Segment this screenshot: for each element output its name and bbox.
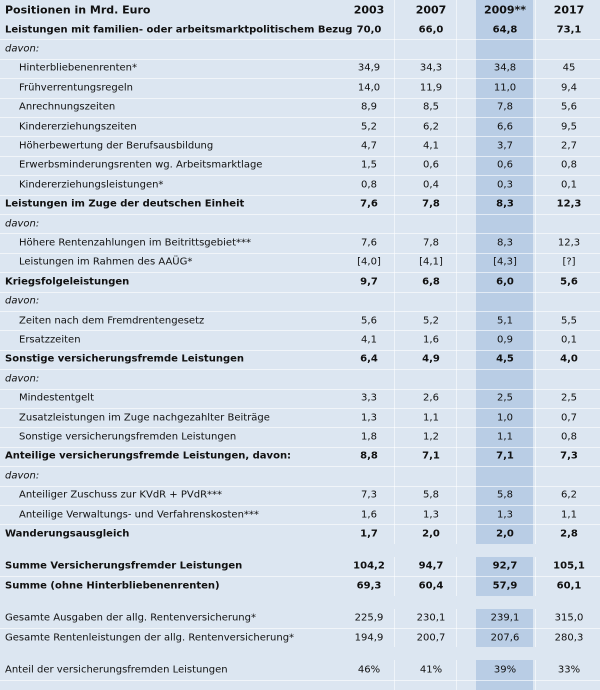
value-cell: 14,0 xyxy=(357,82,381,94)
row-label: Anteiliger Zuschuss zur KVdR + PVdR*** xyxy=(19,489,223,501)
value-cell: 1,6 xyxy=(361,509,377,521)
table-row xyxy=(0,330,600,349)
row-label: Leistungen im Zuge der deutschen Einheit xyxy=(5,198,245,210)
row-label: Frühverrentungsregeln xyxy=(19,82,134,94)
row-label: Anteil der versicherungsfremden Leistungen xyxy=(5,664,228,676)
value-cell: 7,8 xyxy=(497,101,513,113)
value-cell: 41% xyxy=(419,664,443,676)
value-cell: 34,3 xyxy=(419,62,443,74)
table-row xyxy=(0,486,600,505)
value-cell: 73,1 xyxy=(556,24,582,36)
value-cell: 6,2 xyxy=(561,489,577,501)
table-row xyxy=(0,369,600,388)
value-cell: 5,6 xyxy=(361,315,377,327)
row-label: Wanderungsausgleich xyxy=(5,528,130,540)
row-label: Mindestentgelt xyxy=(19,392,94,404)
value-cell: 2,7 xyxy=(561,140,577,152)
year-header: 2009** xyxy=(483,3,527,16)
table-row xyxy=(0,292,600,311)
value-cell: 0,9 xyxy=(497,334,513,346)
value-cell: 6,2 xyxy=(423,121,439,133)
row-label: Gesamte Ausgaben der allg. Rentenversicherung* xyxy=(5,612,256,624)
value-cell: 66,0 xyxy=(418,24,444,36)
row-label: Anteilige versicherungsfremde Leistungen, davon: xyxy=(5,450,292,462)
table-row xyxy=(0,233,600,252)
value-cell: 1,1 xyxy=(423,412,439,424)
value-cell: 5,1 xyxy=(497,315,513,327)
value-cell: 2,0 xyxy=(422,528,440,540)
table-row xyxy=(0,408,600,427)
spacer-row xyxy=(0,647,600,660)
table-row xyxy=(0,609,600,628)
value-cell: 6,4 xyxy=(360,353,378,365)
value-cell: 9,7 xyxy=(360,276,378,288)
value-cell: 2,5 xyxy=(497,392,513,404)
table-row xyxy=(0,466,600,485)
table-row xyxy=(0,557,600,576)
value-cell: [?] xyxy=(562,256,576,268)
table-row xyxy=(0,20,600,39)
value-cell: 60,1 xyxy=(556,580,582,592)
value-cell: 239,1 xyxy=(490,612,520,624)
value-cell: 7,8 xyxy=(423,237,439,249)
value-cell: 7,6 xyxy=(361,237,377,249)
row-label: Ersatzzeiten xyxy=(19,334,81,346)
value-cell: 12,3 xyxy=(556,198,582,210)
year-header: 2007 xyxy=(415,3,447,16)
value-cell: 7,1 xyxy=(422,450,440,462)
value-cell: 4,7 xyxy=(361,140,377,152)
row-label: Kriegsfolgeleistungen xyxy=(5,276,130,288)
value-cell: 1,7 xyxy=(360,528,378,540)
value-cell: 7,1 xyxy=(496,450,514,462)
value-cell: 0,4 xyxy=(423,179,439,191)
value-cell: 8,8 xyxy=(360,450,378,462)
value-cell: 0,6 xyxy=(423,159,439,171)
value-cell: 9,5 xyxy=(561,121,577,133)
table-row xyxy=(0,39,600,58)
value-cell: 207,6 xyxy=(490,632,520,644)
year-header: 2003 xyxy=(353,3,385,16)
value-cell: [4,0] xyxy=(357,256,381,268)
value-cell: 5,2 xyxy=(361,121,377,133)
value-cell: 34,8 xyxy=(493,62,517,74)
table-row xyxy=(0,660,600,679)
value-cell: 2,5 xyxy=(561,392,577,404)
value-cell: 194,9 xyxy=(354,632,384,644)
row-label: Zusatzleistungen im Zuge nachgezahlter Beiträge xyxy=(19,412,270,424)
value-cell: 0,6 xyxy=(497,159,513,171)
value-cell: 3,7 xyxy=(497,140,513,152)
value-cell: 280,3 xyxy=(554,632,584,644)
value-cell: 11,9 xyxy=(419,82,443,94)
row-label: Anteilige Verwaltungs- und Verfahrenskosten*** xyxy=(19,509,259,521)
value-cell: 4,1 xyxy=(423,140,439,152)
table-row xyxy=(0,505,600,524)
row-label: Zeiten nach dem Fremdrentengesetz xyxy=(19,315,205,327)
table-row xyxy=(0,389,600,408)
davon-label: davon: xyxy=(5,218,40,230)
value-cell: 0,8 xyxy=(361,179,377,191)
spacer-row xyxy=(0,596,600,609)
value-cell: 2,6 xyxy=(423,392,439,404)
table-row xyxy=(0,98,600,117)
value-cell: 8,3 xyxy=(497,237,513,249)
table-row xyxy=(0,78,600,97)
value-cell: 8,5 xyxy=(423,101,439,113)
table-row xyxy=(0,136,600,155)
value-cell: 0,8 xyxy=(561,159,577,171)
row-label: Kindererziehungszeiten xyxy=(19,121,137,133)
value-cell: 8,3 xyxy=(496,198,514,210)
value-cell: 3,3 xyxy=(361,392,377,404)
row-divider xyxy=(0,680,600,681)
value-cell: 8,9 xyxy=(361,101,377,113)
value-cell: 1,8 xyxy=(361,431,377,443)
value-cell: 200,7 xyxy=(416,632,446,644)
value-cell: 69,3 xyxy=(356,580,382,592)
row-label: Sonstige versicherungsfremden Leistungen xyxy=(19,431,237,443)
row-label: Erwerbsminderungsrenten wg. Arbeitsmarktlage xyxy=(19,159,263,171)
value-cell: 1,5 xyxy=(361,159,377,171)
value-cell: 5,8 xyxy=(497,489,513,501)
davon-label: davon: xyxy=(5,470,40,482)
spacer-row xyxy=(0,544,600,557)
table-row xyxy=(0,253,600,272)
table-row xyxy=(0,195,600,214)
value-cell: 1,1 xyxy=(497,431,513,443)
value-cell: 0,1 xyxy=(561,334,577,346)
value-cell: 1,2 xyxy=(423,431,439,443)
value-cell: 6,0 xyxy=(496,276,514,288)
value-cell: 6,8 xyxy=(422,276,440,288)
value-cell: 230,1 xyxy=(416,612,446,624)
value-cell: 2,8 xyxy=(560,528,578,540)
header-title: Positionen in Mrd. Euro xyxy=(5,3,151,16)
davon-label: davon: xyxy=(5,43,40,55)
table-row xyxy=(0,576,600,595)
value-cell: 1,0 xyxy=(497,412,513,424)
value-cell: [4,3] xyxy=(493,256,517,268)
table-row xyxy=(0,311,600,330)
table-row xyxy=(0,272,600,291)
row-label: Sonstige versicherungsfremde Leistungen xyxy=(5,353,245,365)
row-label: Summe (ohne Hinterbliebenenrenten) xyxy=(5,580,220,592)
value-cell: 92,7 xyxy=(492,560,518,572)
value-cell: 7,6 xyxy=(360,198,378,210)
value-cell: 70,0 xyxy=(356,24,382,36)
year-header: 2017 xyxy=(553,3,585,16)
table-row xyxy=(0,175,600,194)
value-cell: 39% xyxy=(493,664,517,676)
value-cell: 5,6 xyxy=(560,276,578,288)
table-row xyxy=(0,59,600,78)
value-cell: 1,3 xyxy=(423,509,439,521)
value-cell: 6,6 xyxy=(497,121,513,133)
row-label: Kindererziehungsleistungen* xyxy=(19,179,164,191)
value-cell: 4,5 xyxy=(496,353,514,365)
value-cell: 4,1 xyxy=(361,334,377,346)
value-cell: 9,4 xyxy=(561,82,577,94)
value-cell: 34,9 xyxy=(357,62,381,74)
value-cell: 5,6 xyxy=(561,101,577,113)
value-cell: 105,1 xyxy=(553,560,585,572)
table-header-row xyxy=(0,0,600,19)
value-cell: 60,4 xyxy=(418,580,444,592)
table-row xyxy=(0,156,600,175)
value-cell: 4,0 xyxy=(560,353,578,365)
table-row xyxy=(0,350,600,369)
table-row xyxy=(0,447,600,466)
value-cell: 0,1 xyxy=(561,179,577,191)
value-cell: 104,2 xyxy=(353,560,385,572)
value-cell: 1,6 xyxy=(423,334,439,346)
value-cell: 33% xyxy=(557,664,581,676)
davon-label: davon: xyxy=(5,295,40,307)
value-cell: 57,9 xyxy=(492,580,518,592)
table-row xyxy=(0,524,600,543)
value-cell: 7,3 xyxy=(361,489,377,501)
davon-label: davon: xyxy=(5,373,40,385)
value-cell: 7,8 xyxy=(422,198,440,210)
row-label: Summe Versicherungsfremder Leistungen xyxy=(5,560,243,572)
value-cell: 2,0 xyxy=(496,528,514,540)
value-cell: 7,3 xyxy=(560,450,578,462)
table-row xyxy=(0,214,600,233)
table-row xyxy=(0,427,600,446)
table-row xyxy=(0,117,600,136)
value-cell: 12,3 xyxy=(557,237,581,249)
value-cell: 315,0 xyxy=(554,612,584,624)
value-cell: 5,8 xyxy=(423,489,439,501)
value-cell: 0,3 xyxy=(497,179,513,191)
row-label: Leistungen mit familien- oder arbeitsmarktpolitischem Bezug xyxy=(5,24,353,36)
table-row xyxy=(0,628,600,647)
value-cell: 11,0 xyxy=(493,82,517,94)
value-cell: 5,2 xyxy=(423,315,439,327)
row-label: Leistungen im Rahmen des AAÜG* xyxy=(19,256,193,268)
value-cell: 0,8 xyxy=(561,431,577,443)
value-cell: 4,9 xyxy=(422,353,440,365)
value-cell: 0,7 xyxy=(561,412,577,424)
value-cell: 94,7 xyxy=(418,560,444,572)
row-label: Gesamte Rentenleistungen der allg. Rentenversicherung* xyxy=(5,632,295,644)
value-cell: 45 xyxy=(562,62,576,74)
value-cell: 225,9 xyxy=(354,612,384,624)
value-cell: 5,5 xyxy=(561,315,577,327)
value-cell: 1,3 xyxy=(497,509,513,521)
value-cell: 46% xyxy=(357,664,381,676)
value-cell: [4,1] xyxy=(419,256,443,268)
row-label: Anrechnungszeiten xyxy=(19,101,116,113)
row-label: Höhere Rentenzahlungen im Beitrittsgebiet*** xyxy=(19,237,251,249)
value-cell: 1,1 xyxy=(561,509,577,521)
row-label: Hinterbliebenenrenten* xyxy=(19,62,137,74)
row-label: Höherbewertung der Berufsausbildung xyxy=(19,140,214,152)
value-cell: 1,3 xyxy=(361,412,377,424)
value-cell: 64,8 xyxy=(492,24,518,36)
